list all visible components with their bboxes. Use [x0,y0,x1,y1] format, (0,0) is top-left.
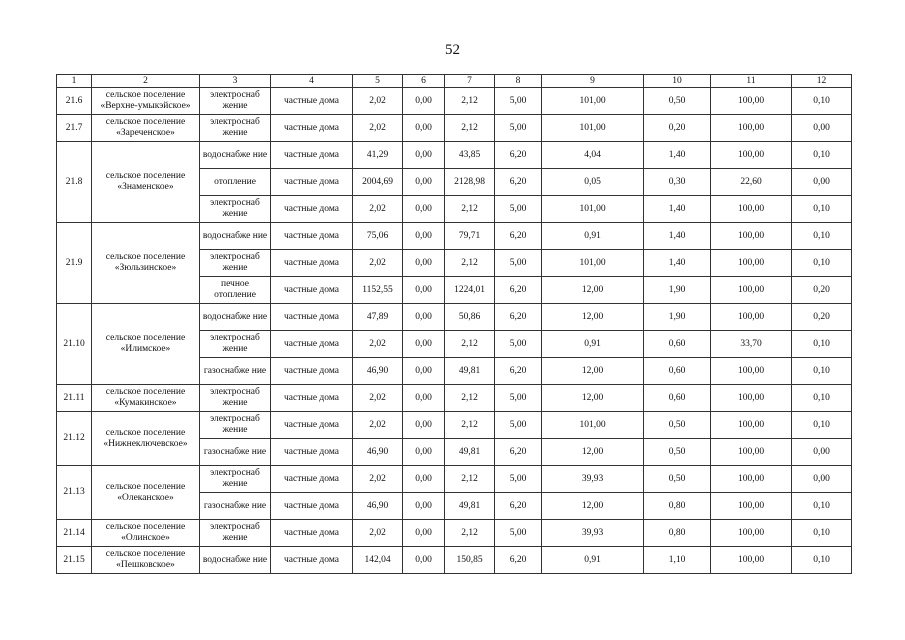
settlement-name: сельское поселение «Олинское» [92,520,200,547]
cell-c10: 1,90 [644,304,711,331]
cell-c8: 6,20 [495,358,542,385]
cell-c11: 100,00 [711,304,792,331]
cell-c11: 100,00 [711,493,792,520]
cell-c5: 46,90 [353,493,403,520]
cell-c7: 1224,01 [445,277,495,304]
cell-c5: 46,90 [353,439,403,466]
cell-c8: 5,00 [495,196,542,223]
cell-c7: 2128,98 [445,169,495,196]
cell-c5: 2,02 [353,412,403,439]
cell-c12: 0,20 [792,277,852,304]
table-row [57,547,852,574]
column-header: 5 [353,75,403,88]
cell-c6: 0,00 [403,493,445,520]
row-number: 21.14 [57,520,92,547]
service-type: электроснаб жение [200,520,271,547]
cell-c8: 5,00 [495,385,542,412]
cell-c8: 6,20 [495,304,542,331]
cell-c8: 6,20 [495,169,542,196]
cell-c7: 2,12 [445,115,495,142]
cell-c4: частные дома [271,223,353,250]
service-type: электроснаб жение [200,385,271,412]
service-type: водоснабже ние [200,142,271,169]
row-number: 21.12 [57,412,92,466]
cell-c11: 33,70 [711,331,792,358]
cell-c10: 0,60 [644,385,711,412]
settlement-name: сельское поселение «Зюльзинское» [92,223,200,304]
cell-c8: 5,00 [495,412,542,439]
settlement-name: сельское поселение «Верхне-умыкэйское» [92,88,200,115]
cell-c12: 0,10 [792,142,852,169]
cell-c11: 100,00 [711,412,792,439]
column-header: 4 [271,75,353,88]
service-type: газоснабже ние [200,493,271,520]
cell-c10: 1,40 [644,196,711,223]
cell-c6: 0,00 [403,412,445,439]
cell-c8: 6,20 [495,493,542,520]
table-row [57,142,852,169]
cell-c4: частные дома [271,250,353,277]
row-number: 21.11 [57,385,92,412]
row-number: 21.13 [57,466,92,520]
cell-c8: 6,20 [495,547,542,574]
column-header: 9 [542,75,644,88]
column-header: 12 [792,75,852,88]
service-type: электроснаб жение [200,250,271,277]
cell-c7: 150,85 [445,547,495,574]
cell-c9: 0,05 [542,169,644,196]
cell-c12: 0,00 [792,169,852,196]
service-type: водоснабже ние [200,304,271,331]
service-type: электроснаб жение [200,196,271,223]
cell-c12: 0,10 [792,520,852,547]
column-header: 6 [403,75,445,88]
cell-c11: 100,00 [711,223,792,250]
cell-c6: 0,00 [403,385,445,412]
cell-c7: 43,85 [445,142,495,169]
table-row [57,304,852,331]
cell-c5: 75,06 [353,223,403,250]
cell-c10: 0,80 [644,493,711,520]
cell-c4: частные дома [271,412,353,439]
row-number: 21.7 [57,115,92,142]
cell-c4: частные дома [271,547,353,574]
table-row [57,223,852,250]
cell-c8: 6,20 [495,439,542,466]
service-type: газоснабже ние [200,439,271,466]
cell-c12: 0,10 [792,223,852,250]
column-header: 1 [57,75,92,88]
cell-c10: 0,60 [644,331,711,358]
cell-c10: 1,40 [644,142,711,169]
cell-c10: 1,90 [644,277,711,304]
cell-c12: 0,00 [792,115,852,142]
cell-c6: 0,00 [403,304,445,331]
table-row [57,385,852,412]
cell-c6: 0,00 [403,223,445,250]
cell-c4: частные дома [271,304,353,331]
cell-c7: 2,12 [445,250,495,277]
settlement-name: сельское поселение «Нижнеключевское» [92,412,200,466]
cell-c6: 0,00 [403,250,445,277]
cell-c6: 0,00 [403,142,445,169]
cell-c9: 101,00 [542,250,644,277]
cell-c5: 2004,69 [353,169,403,196]
cell-c5: 1152,55 [353,277,403,304]
cell-c6: 0,00 [403,466,445,493]
column-header: 11 [711,75,792,88]
cell-c4: частные дома [271,520,353,547]
cell-c6: 0,00 [403,277,445,304]
row-number: 21.9 [57,223,92,304]
cell-c12: 0,10 [792,385,852,412]
service-type: водоснабже ние [200,223,271,250]
cell-c9: 12,00 [542,385,644,412]
cell-c11: 100,00 [711,115,792,142]
cell-c11: 100,00 [711,439,792,466]
settlement-name: сельское поселение «Знаменское» [92,142,200,223]
service-type: отопление [200,169,271,196]
column-header: 10 [644,75,711,88]
cell-c6: 0,00 [403,331,445,358]
column-header: 2 [92,75,200,88]
cell-c10: 0,20 [644,115,711,142]
cell-c8: 6,20 [495,223,542,250]
cell-c4: частные дома [271,196,353,223]
cell-c5: 142,04 [353,547,403,574]
row-number: 21.10 [57,304,92,385]
settlement-name: сельское поселение «Кумакинское» [92,385,200,412]
table-row [57,412,852,439]
cell-c7: 2,12 [445,385,495,412]
cell-c10: 1,10 [644,547,711,574]
cell-c6: 0,00 [403,88,445,115]
cell-c12: 0,10 [792,250,852,277]
cell-c9: 0,91 [542,331,644,358]
table-row [57,115,852,142]
cell-c4: частные дома [271,331,353,358]
row-number: 21.6 [57,88,92,115]
cell-c12: 0,20 [792,304,852,331]
cell-c11: 100,00 [711,277,792,304]
cell-c12: 0,10 [792,412,852,439]
cell-c9: 12,00 [542,277,644,304]
cell-c10: 0,50 [644,439,711,466]
service-type: газоснабже ние [200,358,271,385]
cell-c10: 0,60 [644,358,711,385]
cell-c7: 50,86 [445,304,495,331]
cell-c5: 46,90 [353,358,403,385]
cell-c10: 0,50 [644,466,711,493]
cell-c8: 6,20 [495,277,542,304]
cell-c7: 49,81 [445,493,495,520]
cell-c12: 0,10 [792,331,852,358]
column-header: 3 [200,75,271,88]
service-type: электроснаб жение [200,88,271,115]
cell-c4: частные дома [271,358,353,385]
cell-c11: 100,00 [711,250,792,277]
cell-c6: 0,00 [403,196,445,223]
service-type: водоснабже ние [200,547,271,574]
cell-c12: 0,10 [792,196,852,223]
column-header: 8 [495,75,542,88]
cell-c12: 0,00 [792,466,852,493]
cell-c9: 12,00 [542,493,644,520]
cell-c11: 22,60 [711,169,792,196]
cell-c8: 5,00 [495,88,542,115]
cell-c8: 6,20 [495,142,542,169]
cell-c9: 0,91 [542,547,644,574]
settlement-name: сельское поселение «Зареченское» [92,115,200,142]
cell-c11: 100,00 [711,196,792,223]
service-type: печное отопление [200,277,271,304]
service-type: электроснаб жение [200,412,271,439]
settlement-name: сельское поселение «Олеканское» [92,466,200,520]
cell-c11: 100,00 [711,520,792,547]
cell-c7: 2,12 [445,196,495,223]
cell-c7: 2,12 [445,412,495,439]
cell-c6: 0,00 [403,520,445,547]
cell-c6: 0,00 [403,169,445,196]
cell-c9: 101,00 [542,115,644,142]
cell-c5: 2,02 [353,520,403,547]
cell-c5: 2,02 [353,466,403,493]
service-type: электроснаб жение [200,331,271,358]
cell-c9: 101,00 [542,88,644,115]
cell-c7: 2,12 [445,520,495,547]
cell-c5: 2,02 [353,385,403,412]
cell-c4: частные дома [271,385,353,412]
cell-c6: 0,00 [403,439,445,466]
cell-c9: 39,93 [542,466,644,493]
cell-c4: частные дома [271,169,353,196]
header-row [57,75,852,88]
cell-c11: 100,00 [711,385,792,412]
cell-c7: 2,12 [445,88,495,115]
cell-c6: 0,00 [403,115,445,142]
column-header: 7 [445,75,495,88]
service-type: электроснаб жение [200,115,271,142]
cell-c9: 12,00 [542,439,644,466]
cell-c9: 12,00 [542,304,644,331]
cell-c7: 79,71 [445,223,495,250]
cell-c7: 2,12 [445,331,495,358]
service-type: электроснаб жение [200,466,271,493]
cell-c9: 4,04 [542,142,644,169]
table-row [57,520,852,547]
cell-c10: 0,80 [644,520,711,547]
cell-c5: 2,02 [353,196,403,223]
row-number: 21.15 [57,547,92,574]
cell-c10: 0,50 [644,412,711,439]
tariff-table [56,74,852,574]
cell-c11: 100,00 [711,358,792,385]
cell-c4: частные дома [271,277,353,304]
cell-c8: 5,00 [495,331,542,358]
cell-c11: 100,00 [711,142,792,169]
cell-c5: 41,29 [353,142,403,169]
cell-c4: частные дома [271,493,353,520]
cell-c6: 0,00 [403,358,445,385]
cell-c8: 5,00 [495,466,542,493]
cell-c5: 2,02 [353,250,403,277]
cell-c5: 2,02 [353,331,403,358]
cell-c7: 49,81 [445,358,495,385]
cell-c11: 100,00 [711,466,792,493]
cell-c12: 0,10 [792,547,852,574]
settlement-name: сельское поселение «Илимское» [92,304,200,385]
page-number: 52 [445,42,460,58]
cell-c10: 0,30 [644,169,711,196]
cell-c11: 100,00 [711,547,792,574]
cell-c7: 2,12 [445,466,495,493]
cell-c12: 0,10 [792,88,852,115]
cell-c9: 101,00 [542,196,644,223]
cell-c5: 2,02 [353,88,403,115]
cell-c4: частные дома [271,88,353,115]
cell-c4: частные дома [271,142,353,169]
cell-c9: 0,91 [542,223,644,250]
cell-c4: частные дома [271,115,353,142]
cell-c12: 0,00 [792,439,852,466]
cell-c9: 12,00 [542,358,644,385]
settlement-name: сельское поселение «Пешковское» [92,547,200,574]
cell-c10: 1,40 [644,250,711,277]
cell-c5: 47,89 [353,304,403,331]
cell-c4: частные дома [271,466,353,493]
cell-c9: 39,93 [542,520,644,547]
cell-c8: 5,00 [495,250,542,277]
cell-c7: 49,81 [445,439,495,466]
cell-c10: 0,50 [644,88,711,115]
cell-c9: 101,00 [542,412,644,439]
cell-c5: 2,02 [353,115,403,142]
table-row [57,88,852,115]
cell-c6: 0,00 [403,547,445,574]
cell-c12: 0,10 [792,358,852,385]
cell-c12: 0,10 [792,493,852,520]
cell-c11: 100,00 [711,88,792,115]
table-row [57,466,852,493]
cell-c4: частные дома [271,439,353,466]
cell-c8: 5,00 [495,115,542,142]
cell-c10: 1,40 [644,223,711,250]
cell-c8: 5,00 [495,520,542,547]
row-number: 21.8 [57,142,92,223]
